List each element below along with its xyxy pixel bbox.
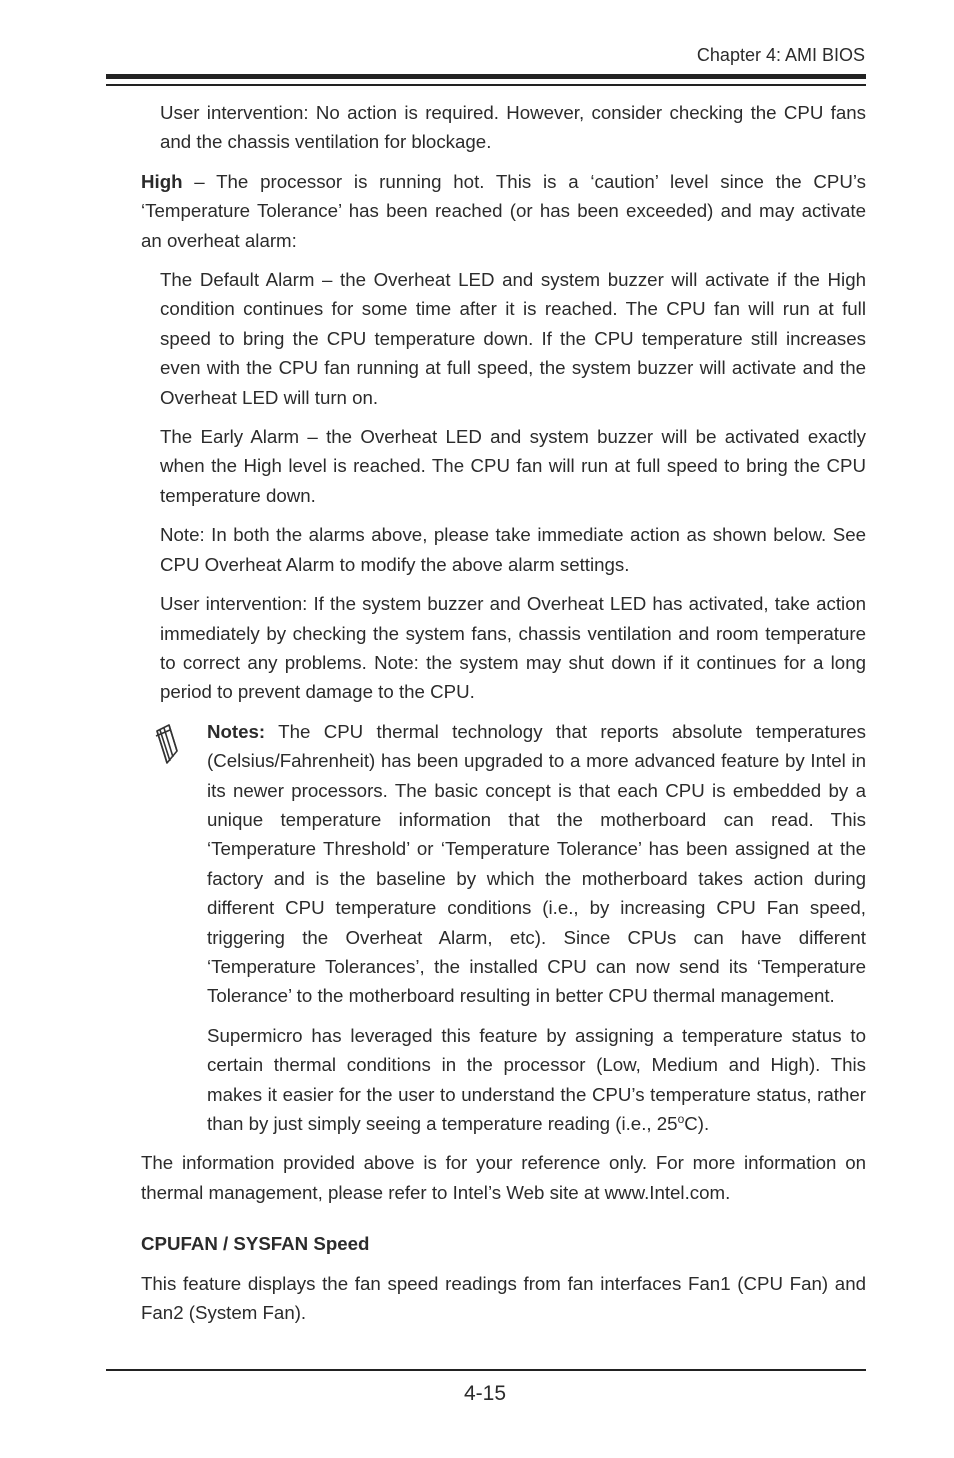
paragraph-early-alarm: The Early Alarm – the Overheat LED and system buzzer will be activated exactly when the High level is reached. The CPU fan will run at full speed to bring the CPU temperature down. [160, 426, 866, 506]
page-content [141, 98, 866, 1337]
high-label: High [141, 170, 183, 192]
chapter-header: Chapter 4: AMI BIOS [696, 45, 865, 65]
paragraph-fan-speed: This feature displays the fan speed readings from fan interfaces Fan1 (CPU Fan) and Fan2 (System Fan). [141, 1272, 866, 1324]
header-rule-thin [106, 84, 866, 86]
paragraph-supermicro [207, 1021, 866, 1139]
section-heading: CPUFAN / SYSFAN Speed [141, 1233, 370, 1255]
pencil-icon [153, 723, 181, 767]
paragraph-note-alarms: Note: In both the alarms above, please take immediate action as shown below. See CPU Overheat Alarm to modify the above alarm settings. [160, 524, 866, 575]
paragraph-notes [207, 717, 866, 1011]
paragraph-default-alarm: The Default Alarm – the Overheat LED and system buzzer will activate if the High condition continues for some time after it is reached. The CPU fan will run at full speed to bring the CPU temperature down. If the CPU temperature still increases even with the CPU fan running at full speed, the system buzzer will activate and the Overheat LED will turn on. [160, 269, 866, 408]
supermicro-text: Supermicro has leveraged this feature by assigning a temperature status to certain thermal conditions in the processor (Low, Medium and High). This makes it easier for the user to understand the CPU’s temperature status, rather than by just simply seeing a temperature reading (i.e., 25 [207, 1024, 866, 1134]
degree-superscript: o [677, 1111, 685, 1126]
paragraph-user-intervention-high: User intervention: If the system buzzer and Overheat LED has activated, take action immediately by checking the system fans, chassis ventilation and room temperature to correct any problems. Note: the system may shut down if it continues for a long period to prevent damage to the CPU. [160, 593, 866, 703]
notes-label: Notes: [207, 720, 266, 742]
paragraph-high [141, 167, 866, 255]
high-text: – The processor is running hot. This is a ‘caution’ level since the CPU’s ‘Temperature Tolerance’ has been reached (or has been exceeded) and may activate an overheat alarm: [141, 170, 866, 251]
supermicro-end: C). [684, 1113, 710, 1134]
footer-rule [106, 1369, 866, 1371]
header-rule-thick [106, 74, 866, 79]
notes-text: The CPU thermal technology that reports absolute temperatures (Celsius/Fahrenheit) has been upgraded to a more advanced feature by Intel in its newer processors. The basic concept is that each CPU is embedded by a unique temperature information that the motherboard can read. This ‘Temperature Threshold’ or ‘Temperature Tolerance’ has been assigned at the factory and is the baseline by which the motherboard takes action during different CPU temperature conditions (i.e., by increasing CPU Fan speed, triggering the Overheat Alarm, etc). Since CPUs can have different ‘Temperature Tolerances’, the installed CPU can now send its ‘Temperature Tolerance’ to the motherboard resulting in better CPU thermal management. [207, 720, 866, 1007]
notes-block [141, 717, 866, 1139]
paragraph-user-intervention-medium: User intervention: No action is required. However, consider checking the CPU fans and the chassis ventilation for blockage. [160, 102, 866, 153]
page-number: 4-15 [463, 1382, 507, 1405]
paragraph-reference: The information provided above is for your reference only. For more information on thermal management, please refer to Intel’s Web site at www.Intel.com. [141, 1152, 866, 1203]
